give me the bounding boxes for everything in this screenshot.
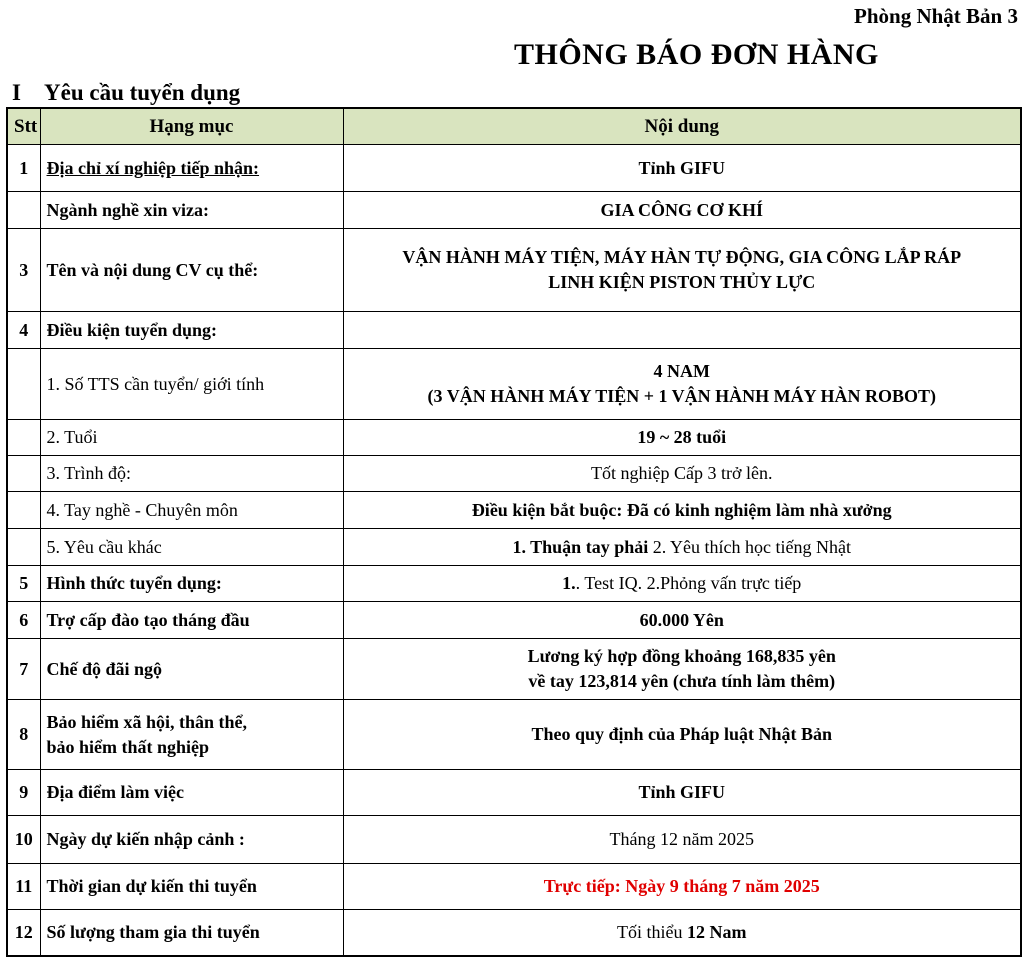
row-content: Trực tiếp: Ngày 9 tháng 7 năm 2025 [343,864,1021,910]
row-stt [7,529,40,566]
section-number: I [12,80,21,105]
content-bold: 1. [562,573,576,593]
row-content [343,639,1021,700]
table-row [7,312,1021,349]
row-content: Điều kiện bắt buộc: Đã có kinh nghiệm làm nhà xưởng [343,492,1021,529]
table-row [7,420,1021,456]
content-rest: Tối thiểu [617,921,687,942]
header-content: Nội dung [343,108,1021,145]
item-line: bảo hiểm thất nghiệp [46,736,210,757]
table-row [7,456,1021,492]
row-stt: 10 [7,816,40,864]
table-row [7,816,1021,864]
row-item: 1. Số TTS cần tuyển/ giới tính [40,349,343,420]
row-stt: 6 [7,602,40,639]
row-content: GIA CÔNG CƠ KHÍ [343,192,1021,229]
row-content: Theo quy định của Pháp luật Nhật Bản [343,700,1021,770]
row-stt: 5 [7,566,40,602]
content-rest: . Test IQ. 2.Phỏng vấn trực tiếp [575,573,802,593]
row-stt [7,420,40,456]
row-item: Thời gian dự kiến thi tuyển [40,864,343,910]
row-stt [7,349,40,420]
content-line: (3 VẬN HÀNH MÁY TIỆN + 1 VẬN HÀNH MÁY HÀN ROBOT) [427,386,936,406]
content-bold: 1. Thuận tay phải [512,536,649,557]
row-item: Chế độ đãi ngộ [40,639,343,700]
row-content: Tỉnh GIFU [343,145,1021,192]
table-header-row [7,108,1021,145]
row-item: Tên và nội dung CV cụ thể: [40,229,343,312]
section-title: Yêu cầu tuyển dụng [44,80,241,105]
row-stt: 11 [7,864,40,910]
row-content [343,910,1021,956]
table-row [7,229,1021,312]
row-content: 19 ~ 28 tuổi [343,420,1021,456]
table-row [7,864,1021,910]
row-stt: 8 [7,700,40,770]
row-item: 2. Tuổi [40,420,343,456]
row-item: 5. Yêu cầu khác [40,529,343,566]
item-line: Bảo hiểm xã hội, thân thể, [46,711,248,732]
row-item: Địa chỉ xí nghiệp tiếp nhận: [40,145,343,192]
page-title: THÔNG BÁO ĐƠN HÀNG [514,38,879,71]
row-stt: 1 [7,145,40,192]
content-line: 4 NAM [653,361,710,381]
row-item: Điều kiện tuyển dụng: [40,312,343,349]
content-rest: 2. Yêu thích học tiếng Nhật [648,536,851,557]
row-item: 4. Tay nghề - Chuyên môn [40,492,343,529]
order-table [6,107,1022,957]
row-item [40,700,343,770]
row-item: Hình thức tuyển dụng: [40,566,343,602]
row-item: Số lượng tham gia thi tuyển [40,910,343,956]
row-stt: 4 [7,312,40,349]
header-stt: Stt [7,108,40,145]
header-item: Hạng mục [40,108,343,145]
content-line: LINH KIỆN PISTON THỦY LỰC [548,272,816,292]
row-stt: 12 [7,910,40,956]
table-row [7,492,1021,529]
row-stt: 7 [7,639,40,700]
row-stt: 3 [7,229,40,312]
row-content [343,566,1021,602]
table-row [7,145,1021,192]
row-content [343,312,1021,349]
table-row [7,770,1021,816]
table-row [7,192,1021,229]
content-bold: 12 Nam [687,921,747,942]
table-row [7,349,1021,420]
row-content [343,349,1021,420]
section-heading [12,80,240,106]
row-content [343,229,1021,312]
table-row [7,639,1021,700]
table-row [7,529,1021,566]
content-line: về tay 123,814 yên (chưa tính làm thêm) [528,671,836,691]
row-item: Trợ cấp đào tạo tháng đầu [40,602,343,639]
row-content: Tốt nghiệp Cấp 3 trở lên. [343,456,1021,492]
row-content: Tỉnh GIFU [343,770,1021,816]
row-item: 3. Trình độ: [40,456,343,492]
row-stt [7,192,40,229]
row-content: 60.000 Yên [343,602,1021,639]
row-stt [7,492,40,529]
content-line: VẬN HÀNH MÁY TIỆN, MÁY HÀN TỰ ĐỘNG, GIA CÔNG LẮP RÁP [402,247,962,267]
table-row [7,700,1021,770]
table-row [7,602,1021,639]
row-item: Địa điểm làm việc [40,770,343,816]
row-content: Tháng 12 năm 2025 [343,816,1021,864]
content-line: Lương ký hợp đồng khoảng 168,835 yên [527,646,836,666]
row-stt [7,456,40,492]
table-row [7,910,1021,956]
row-content [343,529,1021,566]
row-item: Ngành nghề xin viza: [40,192,343,229]
table-row [7,566,1021,602]
row-stt: 9 [7,770,40,816]
department-label: Phòng Nhật Bản 3 [854,4,1018,28]
row-item: Ngày dự kiến nhập cảnh : [40,816,343,864]
